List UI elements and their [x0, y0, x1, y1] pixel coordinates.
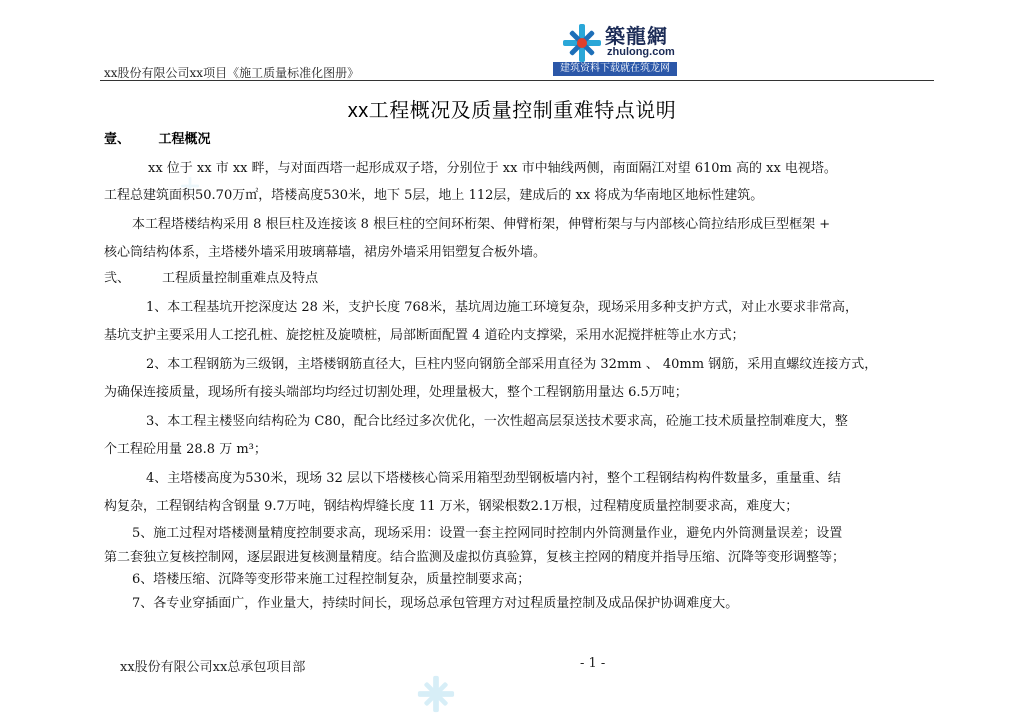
paragraph-line: 个工程砼用量 28.8 万 m³； — [104, 442, 267, 457]
snowflake-logo-icon — [561, 22, 603, 64]
document-title: xx工程概况及质量控制重难特点说明 — [347, 100, 677, 122]
paragraph-line: 为确保连接质量，现场所有接头端部均均经过切割处理，处理量极大，整个工程钢筋用量达 6.5万吨； — [104, 385, 688, 400]
page-footer-text: xx股份有限公司xx总承包项目部 — [120, 660, 306, 675]
section-1-number: 壹、 — [104, 132, 131, 147]
paragraph-line: 工程总建筑面积50.70万㎡，塔楼高度530米，地下 5层，地上 112层，建成后的 xx 将成为华南地区地标性建筑。 — [104, 188, 764, 203]
logo-title: 築龍網 — [605, 24, 668, 48]
logo-slogan: 建筑资料下载就在筑龙网 — [553, 62, 677, 76]
paragraph-line: 6、塔楼压缩、沉降等变形带来施工过程控制复杂，质量控制要求高； — [132, 572, 531, 587]
paragraph-line: 5、施工过程对塔楼测量精度控制要求高，现场采用：设置一套主控网同时控制内外筒测量作业，避免内外筒测量误差；设置 — [132, 526, 843, 541]
zhulong-logo[interactable] — [553, 16, 677, 78]
paragraph-line: 3、本工程主楼竖向结构砼为 C80，配合比经过多次优化，一次性超高层泵送技术要求高，砼施工技术质量控制难度大，整 — [146, 414, 848, 429]
paragraph-line: 第二套独立复核控制网，逐层跟进复核测量精度。结合监测及虚拟仿真验算，复核主控网的精度并指导压缩、沉降等变形调整等； — [104, 550, 846, 565]
paragraph-line: 1、本工程基坑开挖深度达 28 米，支护长度 768米，基坑周边施工环境复杂，现场采用多种支护方式，对止水要求非常高， — [146, 300, 859, 315]
paragraph-line: 核心筒结构体系，主塔楼外墙采用玻璃幕墙，裙房外墙采用铝塑复合板外墙。 — [104, 245, 547, 260]
section-2-title: 工程质量控制重难点及特点 — [162, 271, 319, 286]
section-2-heading — [104, 267, 318, 286]
section-1-heading — [104, 128, 211, 147]
watermark-snowflake-icon — [180, 176, 200, 196]
logo-url: zhulong.com — [607, 46, 675, 58]
header-divider — [100, 80, 934, 81]
page-number: - 1 - — [580, 656, 606, 671]
page-header-text: xx股份有限公司xx项目《施工质量标准化图册》 — [104, 66, 360, 80]
paragraph-line: xx 位于 xx 市 xx 畔，与对面西塔一起形成双子塔，分别位于 xx 市中轴线两侧，南面隔江对望 610m 高的 xx 电视塔。 — [148, 161, 837, 176]
paragraph-line: 基坑支护主要采用人工挖孔桩、旋挖桩及旋喷桩，局部断面配置 4 道砼内支撑梁，采用水泥搅拌桩等止水方式； — [104, 328, 745, 343]
paragraph-line: 2、本工程钢筋为三级钢，主塔楼钢筋直径大，巨柱内竖向钢筋全部采用直径为 32mm 、 40mm 钢筋，采用直螺纹连接方式， — [146, 357, 878, 372]
watermark-snowflake-icon — [416, 674, 456, 714]
section-1-title: 工程概况 — [158, 132, 211, 147]
paragraph-line: 本工程塔楼结构采用 8 根巨柱及连接该 8 根巨柱的空间环桁架、伸臂桁架，伸臂桁架与与内部核心筒拉结形成巨型框架 + — [132, 217, 831, 232]
paragraph-line: 4、主塔楼高度为530米，现场 32 层以下塔楼核心筒采用箱型劲型钢板墙内衬，整个工程钢结构构件数量多，重量重、结 — [146, 471, 841, 486]
section-2-number: 弐、 — [104, 271, 131, 286]
paragraph-line: 构复杂，工程钢结构含钢量 9.7万吨，钢结构焊缝长度 11 万米，钢梁根数2.1万根，过程精度质量控制要求高，难度大； — [104, 499, 799, 514]
paragraph-line: 7、各专业穿插面广，作业量大，持续时间长，现场总承包管理方对过程质量控制及成品保护协调难度大。 — [132, 596, 739, 611]
